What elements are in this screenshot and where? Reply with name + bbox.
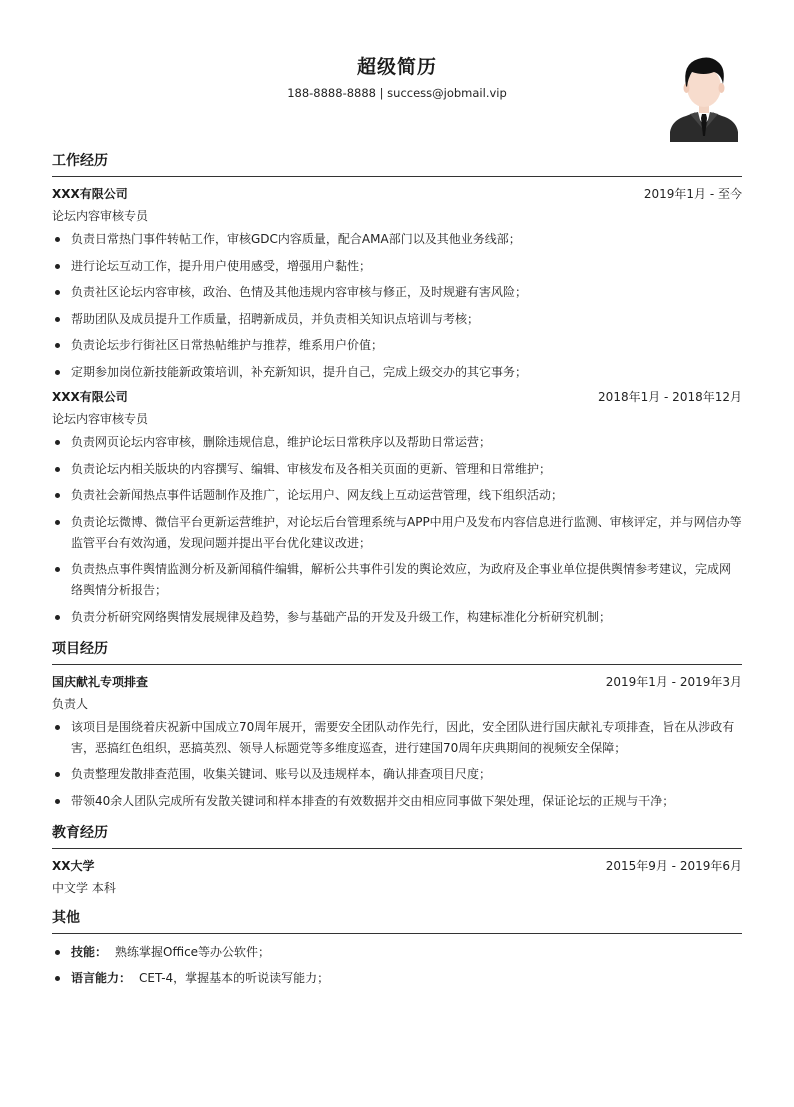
job-title: 论坛内容审核专员 [52, 209, 149, 223]
project-section-title: 项目经历 [52, 638, 742, 665]
duty-item: 负责热点事件舆情监测分析及新闻稿件编辑，解析公共事件引发的舆论效应，为政府及企事业单位提供舆情参考建议，完成网络舆情分析报告； [52, 559, 742, 601]
project-item: 带领40余人团队完成所有发散关键词和样本排查的有效数据并交由相应同事做下架处理，保证论坛的正规与干净； [52, 791, 742, 812]
avatar [668, 54, 740, 142]
other-list [52, 942, 742, 990]
work-section [52, 150, 742, 628]
resume-name: 超级简历 [356, 56, 437, 78]
other-item [52, 968, 742, 989]
duty-item: 负责论坛内相关版块的内容撰写、编辑、审核发布及各相关页面的更新、管理和日常维护； [52, 459, 742, 480]
company-name: XXX有限公司 [52, 390, 128, 404]
project-entry [52, 673, 742, 812]
work-entry [52, 388, 742, 628]
language-label: 语言能力： [71, 971, 132, 985]
education-section-title: 教育经历 [52, 822, 742, 849]
duty-item: 负责社会新闻热点事件话题制作及推广，论坛用户、网友线上互动运营管理，线下组织活动； [52, 485, 742, 506]
work-section-title: 工作经历 [52, 150, 742, 177]
company-name: XXX有限公司 [52, 187, 128, 201]
other-section [52, 907, 742, 990]
major-degree: 中文学 本科 [52, 880, 116, 895]
project-date: 2019年1月 - 2019年3月 [605, 674, 742, 689]
duty-item: 定期参加岗位新技能新政策培训，补充新知识，提升自己，完成上级交办的其它事务； [52, 362, 742, 383]
work-entry [52, 185, 742, 383]
duty-item: 帮助团队及成员提升工作质量，招聘新成员，并负责相关知识点培训与考核； [52, 309, 742, 330]
duty-item: 负责日常热门事件转帖工作，审核GDC内容质量，配合AMA部门以及其他业务线部； [52, 229, 742, 250]
language-text: CET-4，掌握基本的听说读写能力； [139, 971, 330, 985]
project-name: 国庆献礼专项排查 [52, 674, 149, 689]
duty-item: 负责论坛步行街社区日常热帖维护与推荐，维系用户价值； [52, 335, 742, 356]
resume-content [52, 150, 742, 999]
project-section [52, 638, 742, 812]
education-section [52, 822, 742, 897]
project-role: 负责人 [52, 696, 89, 711]
contact-info: 188-8888-8888 | success@jobmail.vip [287, 86, 507, 100]
duty-item: 负责网页论坛内容审核，删除违规信息，维护论坛日常秩序以及帮助日常运营； [52, 432, 742, 453]
other-section-title: 其他 [52, 907, 742, 934]
job-title: 论坛内容审核专员 [52, 412, 149, 426]
work-date: 2018年1月 - 2018年12月 [598, 390, 742, 404]
duty-item: 负责分析研究网络舆情发展规律及趋势，参与基础产品的开发及升级工作，构建标准化分析研究机制； [52, 607, 742, 628]
project-list [52, 717, 742, 812]
other-item [52, 942, 742, 963]
project-item: 该项目是围绕着庆祝新中国成立70周年展开，需要安全团队动作先行，因此，安全团队进行国庆献礼专项排查，旨在从涉政有害，恶搞红色组织，恶搞英烈、领导人标题党等多维度巡查，进行建国70周年庆典期间的视频安全保障； [52, 717, 742, 759]
work-date: 2019年1月 - 至今 [643, 187, 742, 201]
skill-label: 技能： [71, 944, 108, 959]
duty-item: 负责论坛微博、微信平台更新运营维护，对论坛后台管理系统与APP中用户及发布内容信息进行监测、审核评定，并与网信办等监管平台有效沟通，发现问题并提出平台优化建议改进； [52, 512, 742, 554]
education-date: 2015年9月 - 2019年6月 [605, 858, 742, 873]
duty-list [52, 432, 742, 628]
duty-list [52, 229, 742, 383]
project-item: 负责整理发散排查范围，收集关键词、账号以及违规样本，确认排查项目尺度； [52, 764, 742, 785]
school-name: XX大学 [52, 858, 95, 873]
duty-item: 进行论坛互动工作，提升用户使用感受，增强用户黏性； [52, 256, 742, 277]
skill-text: 熟练掌握Office等办公软件； [115, 944, 271, 959]
duty-item: 负责社区论坛内容审核，政治、色情及其他违规内容审核与修正，及时规避有害风险； [52, 282, 742, 303]
